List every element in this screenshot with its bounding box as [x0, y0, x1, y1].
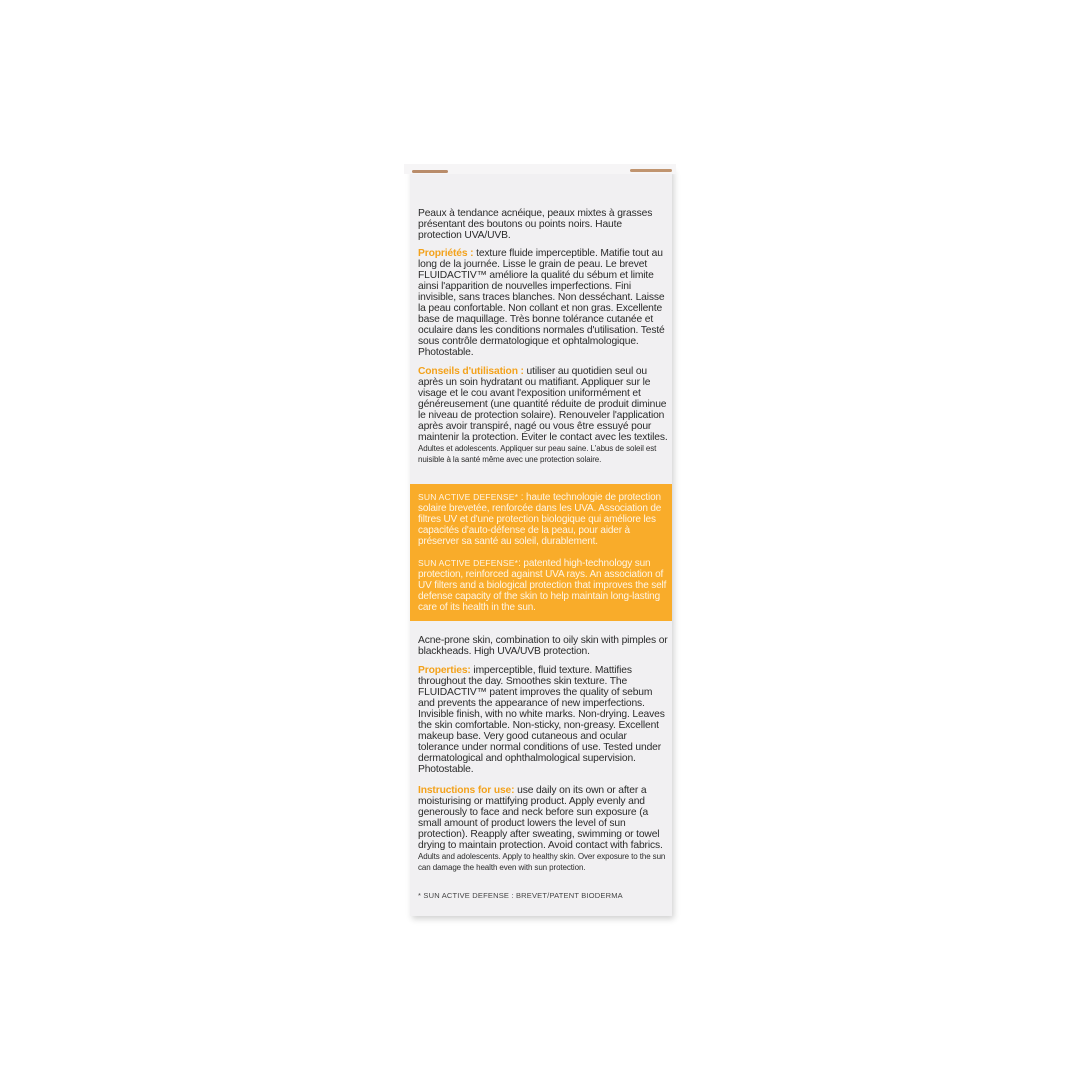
fr-properties-text: texture fluide imperceptible. Matifie tout au long de la journée. Lisse le grain de peau. Le brevet FLUIDACTIV™ améliore la qualité du sébum et limite ainsi l'apparition de nouvelles imperfections. Fini invisible, sans traces blanches. Non desséchant. Laisse la peau confortable. Non collant et non gras. Excellente base de maquillage. Très bonne tolérance cutanée et oculaire dans les conditions normales d'utilisation. Testé sous contrôle dermatologique et ophtalmologique. Photostable. — [418, 248, 665, 358]
en-properties-label: Properties: — [418, 665, 471, 676]
en-usage-small: Adults and adolescents. Apply to healthy skin. Over exposure to the sun can damage the health even with sun protection. — [418, 852, 666, 872]
band-fr-label: SUN ACTIVE DEFENSE* — [418, 492, 519, 502]
en-properties — [418, 665, 668, 775]
flap-edge — [412, 170, 448, 173]
fr-usage-text: utiliser au quotidien seul ou après un soin hydratant ou matifiant. Appliquer sur le visage et le cou avant l'exposition uniformément et généreusement (une quantité réduite de produit diminue le niveau de protection solaire). Renouveler l'application après avoir transpiré, nagé ou vous être essuyé pour maintenir la protection. Éviter le contact avec les textiles. — [418, 366, 668, 443]
fr-usage-label: Conseils d'utilisation : — [418, 366, 524, 377]
fr-properties — [418, 248, 668, 358]
en-intro: Acne-prone skin, combination to oily skin with pimples or blackheads. High UVA/UVB protection. — [418, 635, 668, 657]
band-en-label: SUN ACTIVE DEFENSE* — [418, 558, 519, 568]
band-en-text: : patented high-technology sun protection, reinforced against UVA rays. An association of UV filters and a biological protection that improves the self defense capacity of the skin to help maintain long-lasting care of its health in the sun. — [418, 558, 667, 613]
fr-usage — [418, 366, 668, 465]
fr-usage-small: Adultes et adolescents. Appliquer sur peau saine. L'abus de soleil est nuisible à la santé même avec une protection solaire. — [418, 444, 657, 464]
en-usage-label: Instructions for use: — [418, 785, 515, 796]
band-fr-text: : haute technologie de protection solaire brevetée, renforcée dans les UVA. Association de filtres UV et d'une protection biologique qui améliore les capacités d'auto-défense de la peau, pour aider à préserver sa santé au soleil, durablement. — [418, 492, 662, 547]
en-usage — [418, 785, 668, 873]
en-usage-text: use daily on its own or after a moisturising or mattifying product. Apply evenly and generously to face and neck before sun exposure (a small amount of product lowers the level of sun protection). Reapply after sweating, swimming or towel drying to maintain protection. Avoid contact with fabrics. — [418, 785, 663, 851]
patent-footnote: * SUN ACTIVE DEFENSE : BREVET/PATENT BIODERMA — [418, 891, 623, 900]
band-fr — [418, 492, 668, 547]
fr-intro: Peaux à tendance acnéique, peaux mixtes à grasses présentant des boutons ou points noirs. Haute protection UVA/UVB. — [418, 208, 653, 241]
fr-properties-label: Propriétés : — [418, 248, 474, 259]
sun-active-defense-band — [410, 484, 672, 621]
band-en — [418, 558, 668, 613]
flap-edge — [630, 169, 672, 172]
en-properties-text: imperceptible, fluid texture. Mattifies throughout the day. Smoothes skin texture. The FLUIDACTIV™ patent improves the quality of sebum and prevents the appearance of new imperfections. Invisible finish, with no white marks. Non-drying. Leaves the skin comfortable. Non-sticky, non-greasy. Excellent makeup base. Very good cutaneous and ocular tolerance under normal conditions of use. Tested under dermatological and ophthalmological supervision. Photostable. — [418, 665, 665, 775]
